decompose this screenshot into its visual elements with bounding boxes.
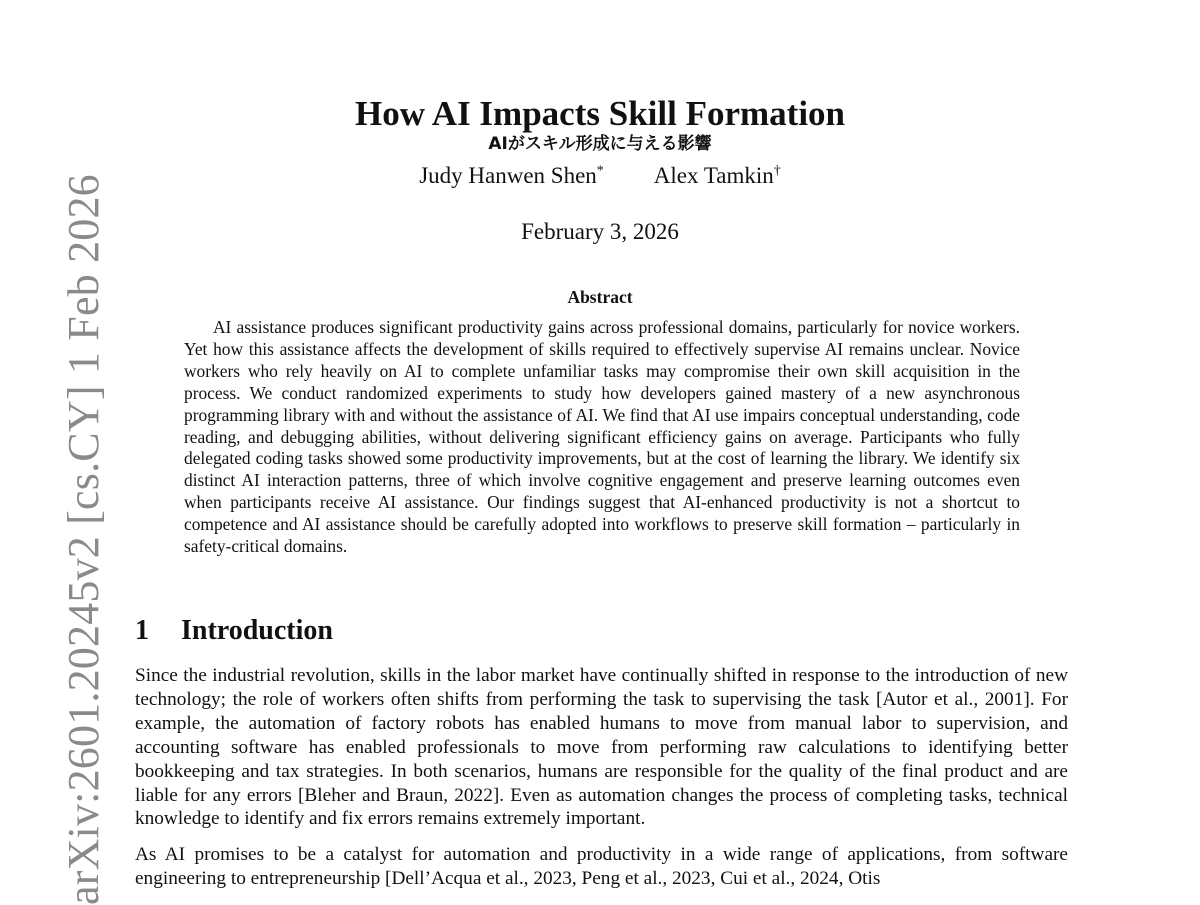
author-tamkin bbox=[654, 160, 781, 192]
author-footnote-mark[interactable]: * bbox=[596, 163, 604, 179]
author-footnote-mark[interactable]: † bbox=[773, 163, 781, 179]
intro-paragraph: Since the industrial revolution, skills in the labor market have continually shifted in response to the introduction of new technology; the role of workers often shifts from performing the task to supervising the task [Autor et al., 2001]. For example, the automation of factory robots has enabled humans to move from manual labor to supervision, and accounting software has enabled professionals to move from performing raw calculations to identifying better bookkeeping and tax strategies. In both scenarios, humans are responsible for the quality of the final product and are liable for any errors [Bleher and Braun, 2022]. Even as automation changes the process of completing tasks, technical knowledge to identify and fix errors remains extremely important. bbox=[135, 665, 1068, 830]
author-name: Alex Tamkin bbox=[653, 163, 774, 188]
section-heading-introduction bbox=[135, 613, 333, 649]
paper-title-japanese: AIがスキル形成に与える影響 bbox=[488, 134, 712, 154]
section-title: Introduction bbox=[181, 615, 333, 646]
author-shen bbox=[419, 160, 604, 192]
abstract-heading: Abstract bbox=[567, 287, 633, 307]
author-list bbox=[0, 160, 1200, 192]
author-name: Judy Hanwen Shen bbox=[419, 163, 597, 188]
arxiv-identifier[interactable]: arXiv:2601.20245v2 [cs.CY] 1 Feb 2026 bbox=[59, 174, 108, 905]
abstract-text: AI assistance produces significant productivity gains across professional domains, particularly for novice workers. Yet how this assistance affects the development of skills required to effectively supervise AI remains unclear. Novice workers who rely heavily on AI to complete unfamiliar tasks may compromise their own skill acquisition in the process. We conduct randomized experiments to study how developers gained mastery of a new asynchronous programming library with and without the assistance of AI. We find that AI use impairs conceptual understanding, code reading, and debugging abilities, without delivering significant efficiency gains on average. Participants who fully delegated coding tasks showed some productivity improvements, but at the cost of learning the library. We identify six distinct AI interaction patterns, three of which involve cognitive engagement and preserve learning outcomes even when participants receive AI assistance. Our findings suggest that AI-enhanced productivity is not a shortcut to competence and AI assistance should be carefully adopted into workflows to preserve skill formation – particularly in safety-critical domains. bbox=[184, 317, 1020, 557]
intro-paragraph: As AI promises to be a catalyst for automation and productivity in a wide range of applications, from software engineering to entrepreneurship [Dell’Acqua et al., 2023, Peng et al., 2023, Cui et al., 2024, Otis bbox=[135, 844, 1068, 889]
publication-date: February 3, 2026 bbox=[521, 219, 679, 244]
paper-title: How AI Impacts Skill Formation bbox=[354, 94, 846, 133]
section-number: 1 bbox=[135, 615, 149, 646]
